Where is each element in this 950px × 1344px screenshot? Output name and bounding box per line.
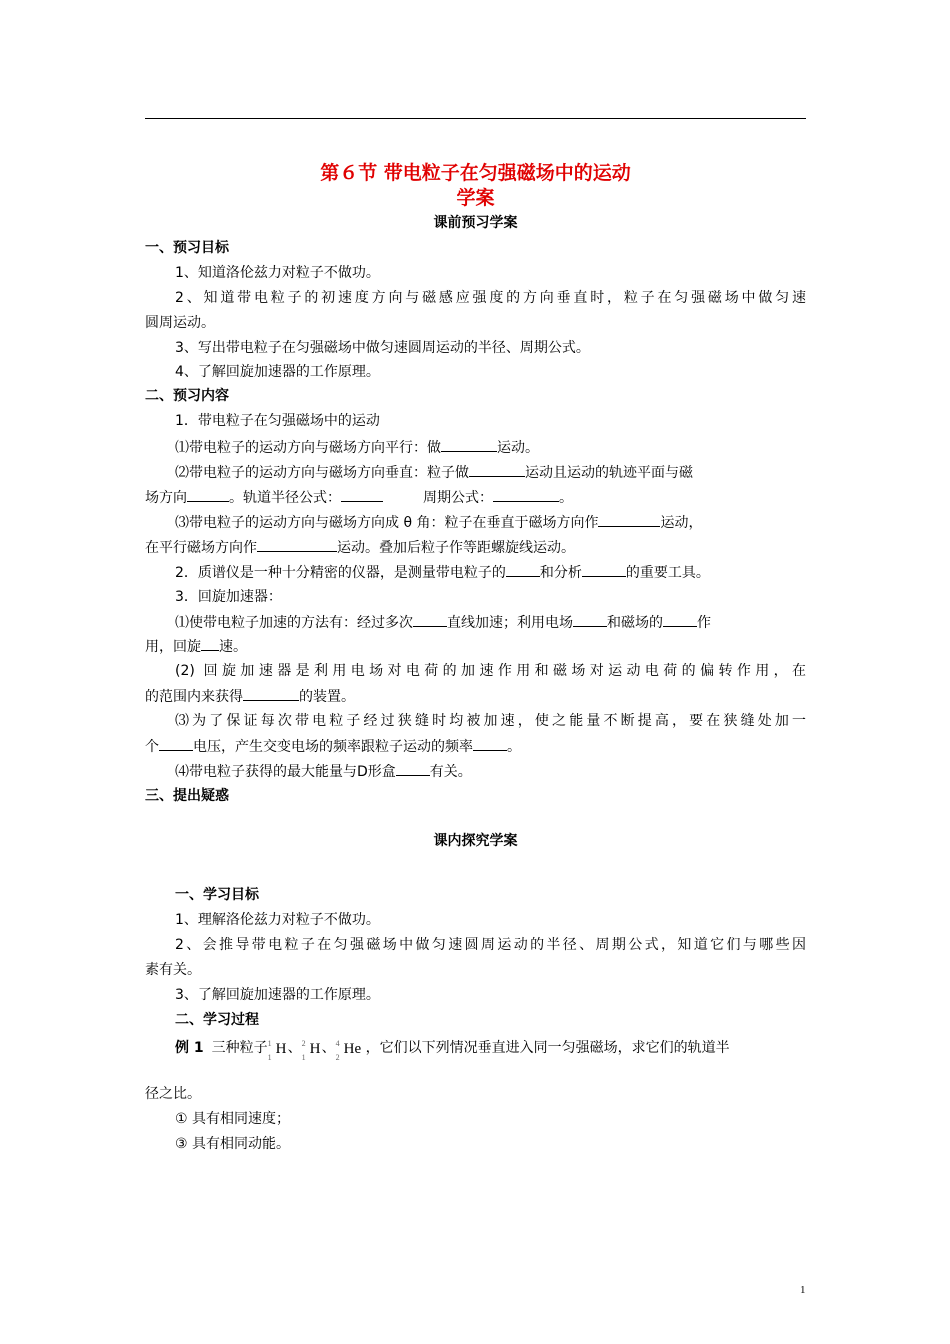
text: 速。 <box>219 639 247 655</box>
doc-title: 第６节 带电粒子在匀强磁场中的运动 <box>320 162 631 184</box>
doc-title-line2: 学案 <box>456 187 495 209</box>
text: 有关。 <box>429 764 472 780</box>
content-3: 3．回旋加速器： <box>175 589 282 605</box>
blank <box>341 487 383 502</box>
text: 的范围内来获得 <box>145 689 243 705</box>
learn-goal-2: 2、会推导带电粒子在匀强磁场中做匀速圆周运动的半径、周期公式，知道它们与哪些因 <box>175 937 806 953</box>
text: 的重要工具。 <box>625 565 710 581</box>
goal-1: 1、知道洛伦兹力对粒子不做功。 <box>175 265 380 281</box>
text: 作 <box>697 615 711 631</box>
mass-number: 4 <box>335 1039 340 1048</box>
mass-number: 2 <box>301 1039 306 1048</box>
content-3-2: (2) 回旋加速器是利用电场对电荷的加速作用和磁场对运动电荷的偏转作用，在 <box>175 663 806 679</box>
blank <box>506 562 540 577</box>
text: ⑵带电粒子的运动方向与磁场方向垂直：粒子做 <box>175 465 469 481</box>
heading-learning-process: 二、学习过程 <box>175 1012 259 1028</box>
blank <box>573 612 607 627</box>
blank <box>413 612 447 627</box>
learn-goal-3: 3、了解回旋加速器的工作原理。 <box>175 987 380 1003</box>
isotope-h1 <box>267 1038 288 1062</box>
blank <box>598 512 660 527</box>
content-1-3-cont <box>145 537 575 558</box>
atomic-number: 1 <box>301 1053 306 1062</box>
element-symbol: He <box>343 1041 362 1057</box>
heading-questions: 三、提出疑惑 <box>145 788 229 804</box>
content-3-3: ⑶为了保证每次带电粒子经过狭缝时均被加速，使之能量不断提高，要在狭缝处加一 <box>175 713 806 729</box>
content-3-1-cont <box>145 636 247 657</box>
text: 。 <box>507 739 521 755</box>
text: 。轨道半径公式： <box>229 490 341 506</box>
blank <box>441 437 497 452</box>
text: 在平行磁场方向作 <box>145 540 257 556</box>
content-1-1 <box>175 437 539 458</box>
goal-2-cont: 圆周运动。 <box>145 315 215 331</box>
text: 个 <box>145 739 159 755</box>
mass-number: 1 <box>267 1039 272 1048</box>
heading-preview-content: 二、预习内容 <box>145 388 229 404</box>
content-1-2 <box>175 462 693 483</box>
goal-2: 2、知道带电粒子的初速度方向与磁感应强度的方向垂直时，粒子在匀强磁场中做匀速 <box>175 290 806 306</box>
example-1-cont: 径之比。 <box>145 1086 201 1102</box>
blank <box>493 487 559 502</box>
text: 的装置。 <box>299 689 355 705</box>
goal-4: 4、了解回旋加速器的工作原理。 <box>175 364 380 380</box>
text: ⑷带电粒子获得的最大能量与D形盒 <box>175 764 396 780</box>
text: 周期公式： <box>423 490 493 506</box>
goal-3: 3、写出带电粒子在匀强磁场中做匀速圆周运动的半径、周期公式。 <box>175 340 590 356</box>
blank <box>473 736 507 751</box>
section-heading-preview: 课前预习学案 <box>433 215 518 231</box>
blank <box>187 487 229 502</box>
example-label: 例 1 <box>175 1040 204 1056</box>
blank <box>582 562 626 577</box>
example-option-1: ① 具有相同速度； <box>175 1111 291 1127</box>
blank <box>396 761 430 776</box>
header-rule <box>145 118 806 119</box>
learn-goal-1: 1、理解洛伦兹力对粒子不做功。 <box>175 912 380 928</box>
section-heading-inclass: 课内探究学案 <box>433 833 518 849</box>
text: ⑴带电粒子的运动方向与磁场方向平行：做 <box>175 440 441 456</box>
separator: 、 <box>287 1040 302 1056</box>
content-1: 1．带电粒子在匀强磁场中的运动 <box>175 413 380 429</box>
text: 用，回旋 <box>145 639 201 655</box>
heading-preview-goals: 一、预习目标 <box>145 240 229 256</box>
element-symbol: H <box>275 1041 287 1057</box>
page-number: 1 <box>800 1284 806 1296</box>
content-3-3-cont <box>145 736 521 757</box>
example-1 <box>175 1038 730 1062</box>
text: 2．质谱仪是一种十分精密的仪器，是测量带电粒子的 <box>175 565 506 581</box>
isotope-h2 <box>301 1038 322 1062</box>
content-3-2-cont <box>145 686 355 707</box>
text: 电压，产生交变电场的频率跟粒子运动的频率 <box>193 739 473 755</box>
atomic-number: 1 <box>267 1053 272 1062</box>
content-3-1 <box>175 612 711 633</box>
text: 和分析 <box>539 565 582 581</box>
content-2 <box>175 562 710 583</box>
text: 运动且运动的轨迹平面与磁 <box>525 465 693 481</box>
learn-goal-2-cont: 素有关。 <box>145 962 201 978</box>
separator: 、 <box>321 1040 336 1056</box>
blank <box>469 462 525 477</box>
isotope-he4 <box>335 1038 366 1062</box>
heading-learning-goals: 一、学习目标 <box>175 887 259 903</box>
element-symbol: H <box>309 1041 321 1057</box>
text: ⑶带电粒子的运动方向与磁场方向成 θ 角：粒子在垂直于磁场方向作 <box>175 515 599 531</box>
text: ⑴使带电粒子加速的方法有：经过多次 <box>175 615 413 631</box>
text: 直线加速；利用电场 <box>447 615 573 631</box>
text: 运动。 <box>497 440 539 456</box>
blank <box>243 686 299 701</box>
text: 。 <box>559 490 573 506</box>
blank <box>663 612 697 627</box>
text: 运动， <box>660 515 703 531</box>
blank <box>159 736 193 751</box>
content-1-3 <box>175 512 702 533</box>
content-3-4 <box>175 761 472 782</box>
text: ，它们以下列情况垂直进入同一匀强磁场，求它们的轨道半 <box>365 1040 730 1056</box>
blank <box>257 537 337 552</box>
example-option-3: ③ 具有相同动能。 <box>175 1136 291 1152</box>
content-1-2-cont <box>145 487 573 508</box>
text: 运动。叠加后粒子作等距螺旋线运动。 <box>337 540 575 556</box>
blank <box>201 636 219 651</box>
text: 场方向 <box>145 490 187 506</box>
text: 三种粒子 <box>211 1040 268 1056</box>
atomic-number: 2 <box>335 1053 340 1062</box>
text: 和磁场的 <box>607 615 663 631</box>
